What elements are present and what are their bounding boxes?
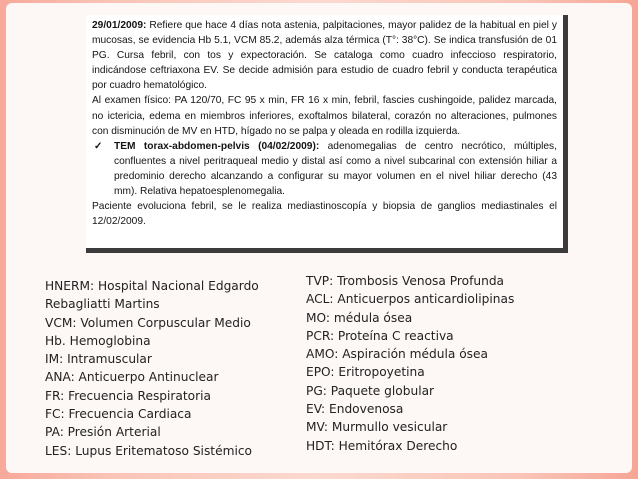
abbreviation-item: Hb. Hemoglobina xyxy=(45,333,151,348)
tem-bullet-heading: TEM torax-abdomen-pelvis (04/02/2009): xyxy=(114,140,320,152)
abbreviation-item: EPO: Eritropoyetina xyxy=(306,365,425,380)
abbreviation-item: PA: Presión Arterial xyxy=(45,425,161,440)
checkmark-icon: ✓ xyxy=(94,140,103,152)
history-paragraph-1-text: Refiere que hace 4 días nota astenia, palpitaciones, mayor palidez de la habitual en piel y mucosas, se evidencia Hb 5.1, VCM 85.2, además alza térmica (T°: 38°C). Se indica transfusión de 01 PG. Cursa febril, con tos y expectoración. Se cataloga como cuadro infeccioso respiratorio, indicándose ceftriaxona EV. Se decide admisión para estudio de cuadro febril y conducta terapéutica por cuadro hematológico. xyxy=(92,20,557,92)
abbreviation-item: MO: médula ósea xyxy=(306,310,413,325)
abbreviation-list-left xyxy=(45,277,259,460)
abbreviation-item: PG: Paquete globular xyxy=(306,383,435,398)
abbreviation-item: HNERM: Hospital Nacional Edgardo xyxy=(45,279,259,293)
abbreviation-item: HDT: Hemitórax Derecho xyxy=(306,438,458,453)
abbreviation-item: PCR: Proteína C reactiva xyxy=(306,328,454,343)
abbreviation-item: FR: Frecuencia Respiratoria xyxy=(45,388,211,403)
tem-bullet-text: adenomegalias de centro necrótico, múltiples, confluentes a nivel peritraqueal medio y distal así como a nivel subcarinal con extensión hiliar a predominio derecho alcanzando a configurar su mayor volumen en el nivel hiliar derecho (43 mm). Relativa hepatoesplenomegalia. xyxy=(114,140,557,198)
abbreviation-item: Rebagliatti Martins xyxy=(45,297,160,312)
abbreviation-item: VCM: Volumen Corpuscular Medio xyxy=(45,315,251,330)
abbreviation-item: TVP: Trombosis Venosa Profunda xyxy=(306,274,505,288)
abbreviation-item: ANA: Anticuerpo Antinuclear xyxy=(45,370,219,385)
physical-exam-paragraph: Al examen físico: PA 120/70, FC 95 x min, FR 16 x min, febril, fascies cushingoide, palidez marcada, no ictericia, edema en miembros inferiores, exoftalmos bilateral, corazón no alteraciones, pulmones con disminución de MV en HTD, hígado no se palpa y oleada en rodilla izquierda. xyxy=(92,95,557,137)
abbreviation-item: EV: Endovenosa xyxy=(306,402,404,417)
abbreviation-item: IM: Intramuscular xyxy=(45,352,152,367)
abbreviation-item: FC: Frecuencia Cardiaca xyxy=(45,407,192,422)
clinical-history-excerpt xyxy=(86,15,568,253)
abbreviation-item: AMO: Aspiración médula ósea xyxy=(306,347,488,362)
history-date: 29/01/2009: xyxy=(92,20,147,31)
history-paragraph-1 xyxy=(92,18,557,93)
abbreviation-item: ACL: Anticuerpos anticardiolipinas xyxy=(306,292,515,307)
evolution-paragraph: Paciente evoluciona febril, se le realiza mediastinoscopía y biopsia de ganglios mediastinales el 12/02/2009. xyxy=(92,201,557,228)
abbreviation-list-right xyxy=(306,272,514,455)
abbreviation-item: MV: Murmullo vesicular xyxy=(306,420,448,435)
tem-bullet-item xyxy=(92,139,557,199)
slide-panel xyxy=(6,3,632,473)
abbreviation-item: LES: Lupus Eritematoso Sistémico xyxy=(45,443,252,458)
